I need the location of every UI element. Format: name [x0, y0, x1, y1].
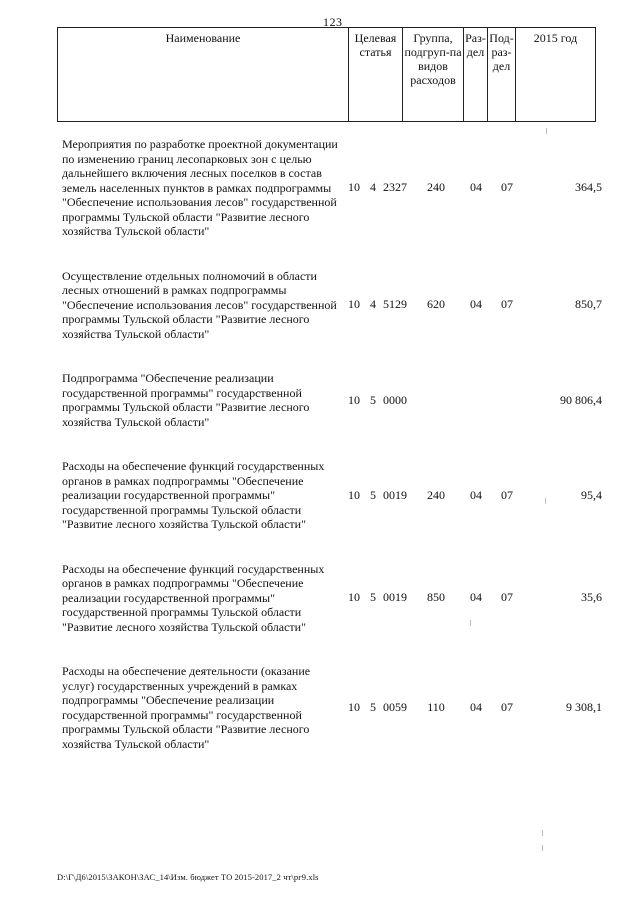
row-code-a: 10: [348, 487, 360, 502]
row-group: 110: [427, 700, 445, 714]
scan-speck: [546, 128, 547, 134]
scan-speck: [470, 620, 471, 626]
row-code-b: 4: [370, 180, 376, 195]
row-code-b: 5: [370, 700, 376, 714]
row-code-b: 5: [370, 392, 376, 407]
row-code-b: 4: [370, 297, 376, 312]
row-amount: 95,4: [581, 487, 602, 502]
row-code-a: 10: [348, 392, 360, 407]
row-subsection: 07: [501, 297, 513, 312]
row-subsection: 07: [501, 487, 513, 502]
table-row: [62, 137, 622, 239]
row-code-a: 10: [348, 700, 360, 714]
row-name: Мероприятия по разработке проектной документации по изменению границ лесопарковых зон с целью дальнейшего включения лесных поселков в состав земель населенных пунктов в рамках подпрограммы "Обеспечение использования лесов" государственной программы Тульской области "Развитие лесного хозяйства Тульской области": [62, 137, 338, 238]
table-row: [62, 371, 622, 429]
header-subsection: Под-раз-дел: [488, 28, 516, 122]
page-number: 123: [323, 15, 343, 29]
row-code-c: 5129: [383, 297, 407, 312]
table-row: [62, 459, 622, 532]
row-section: 04: [470, 180, 482, 195]
row-subsection: 07: [501, 590, 513, 605]
header-year: 2015 год: [516, 28, 596, 122]
scan-speck: [545, 498, 546, 504]
file-path-footer: D:\Г\Д6\2015\ЗАКОН\ЗАС_14\Изм. бюджет ТО 2015-2017_2 чт\рг9.xls: [57, 872, 319, 882]
row-code-b: 5: [370, 590, 376, 605]
row-code-c: 0019: [383, 590, 407, 605]
row-subsection: 07: [501, 180, 513, 195]
row-group: 240: [427, 180, 445, 195]
header-target: Целевая статья: [349, 28, 403, 122]
table-row: [62, 664, 622, 751]
row-name: Расходы на обеспечение функций государственных органов в рамках подпрограммы "Обеспечение реализации государственной программы" государственной программы Тульской области "Развитие лесного хозяйства Тульской области": [62, 561, 325, 634]
row-amount: 364,5: [575, 180, 602, 195]
row-code-a: 10: [348, 590, 360, 605]
row-amount: 35,6: [581, 590, 602, 605]
row-name: Расходы на обеспечение деятельности (оказание услуг) государственных учреждений в рамках подпрограммы "Обеспечение реализации государственной программы" государственной программы Тульской области "Развитие лесного хозяйства Тульской области": [62, 664, 311, 751]
row-group: 240: [427, 487, 445, 502]
row-section: 04: [470, 487, 482, 502]
header-group: Группа, подгруп-па видов расходов: [403, 28, 464, 122]
row-amount: 90 806,4: [560, 392, 602, 407]
row-name: Осуществление отдельных полномочий в области лесных отношений в рамках подпрограммы "Обеспечение использования лесов" государственной программы Тульской области "Развитие лесного хозяйства Тульской области": [62, 268, 337, 341]
row-group: 850: [427, 590, 445, 605]
row-section: 04: [470, 700, 482, 714]
table-row: [62, 269, 622, 342]
row-group: 620: [427, 297, 445, 312]
row-subsection: 07: [501, 700, 513, 714]
table-header: [57, 27, 596, 122]
row-section: 04: [470, 590, 482, 605]
row-code-c: 2327: [383, 180, 407, 195]
row-name: Подпрограмма "Обеспечение реализации государственной программы" государственной программы Тульской области "Развитие лесного хозяйства Тульской области": [62, 371, 310, 429]
row-code-c: 0000: [383, 392, 407, 407]
table-row: [62, 562, 622, 635]
row-amount: 850,7: [575, 297, 602, 312]
row-code-a: 10: [348, 297, 360, 312]
row-code-a: 10: [348, 180, 360, 195]
row-amount: 9 308,1: [566, 700, 602, 714]
row-code-c: 0019: [383, 487, 407, 502]
row-code-b: 5: [370, 487, 376, 502]
scan-speck: [542, 845, 543, 851]
row-section: 04: [470, 297, 482, 312]
row-name: Расходы на обеспечение функций государственных органов в рамках подпрограммы "Обеспечение реализации государственной программы" государственной программы Тульской области "Развитие лесного хозяйства Тульской области": [62, 459, 325, 531]
budget-rows: [62, 137, 622, 781]
header-name: Наименование: [58, 28, 349, 122]
row-code-c: 0059: [383, 700, 407, 714]
header-section: Раз-дел: [464, 28, 488, 122]
scan-speck: [542, 830, 543, 836]
